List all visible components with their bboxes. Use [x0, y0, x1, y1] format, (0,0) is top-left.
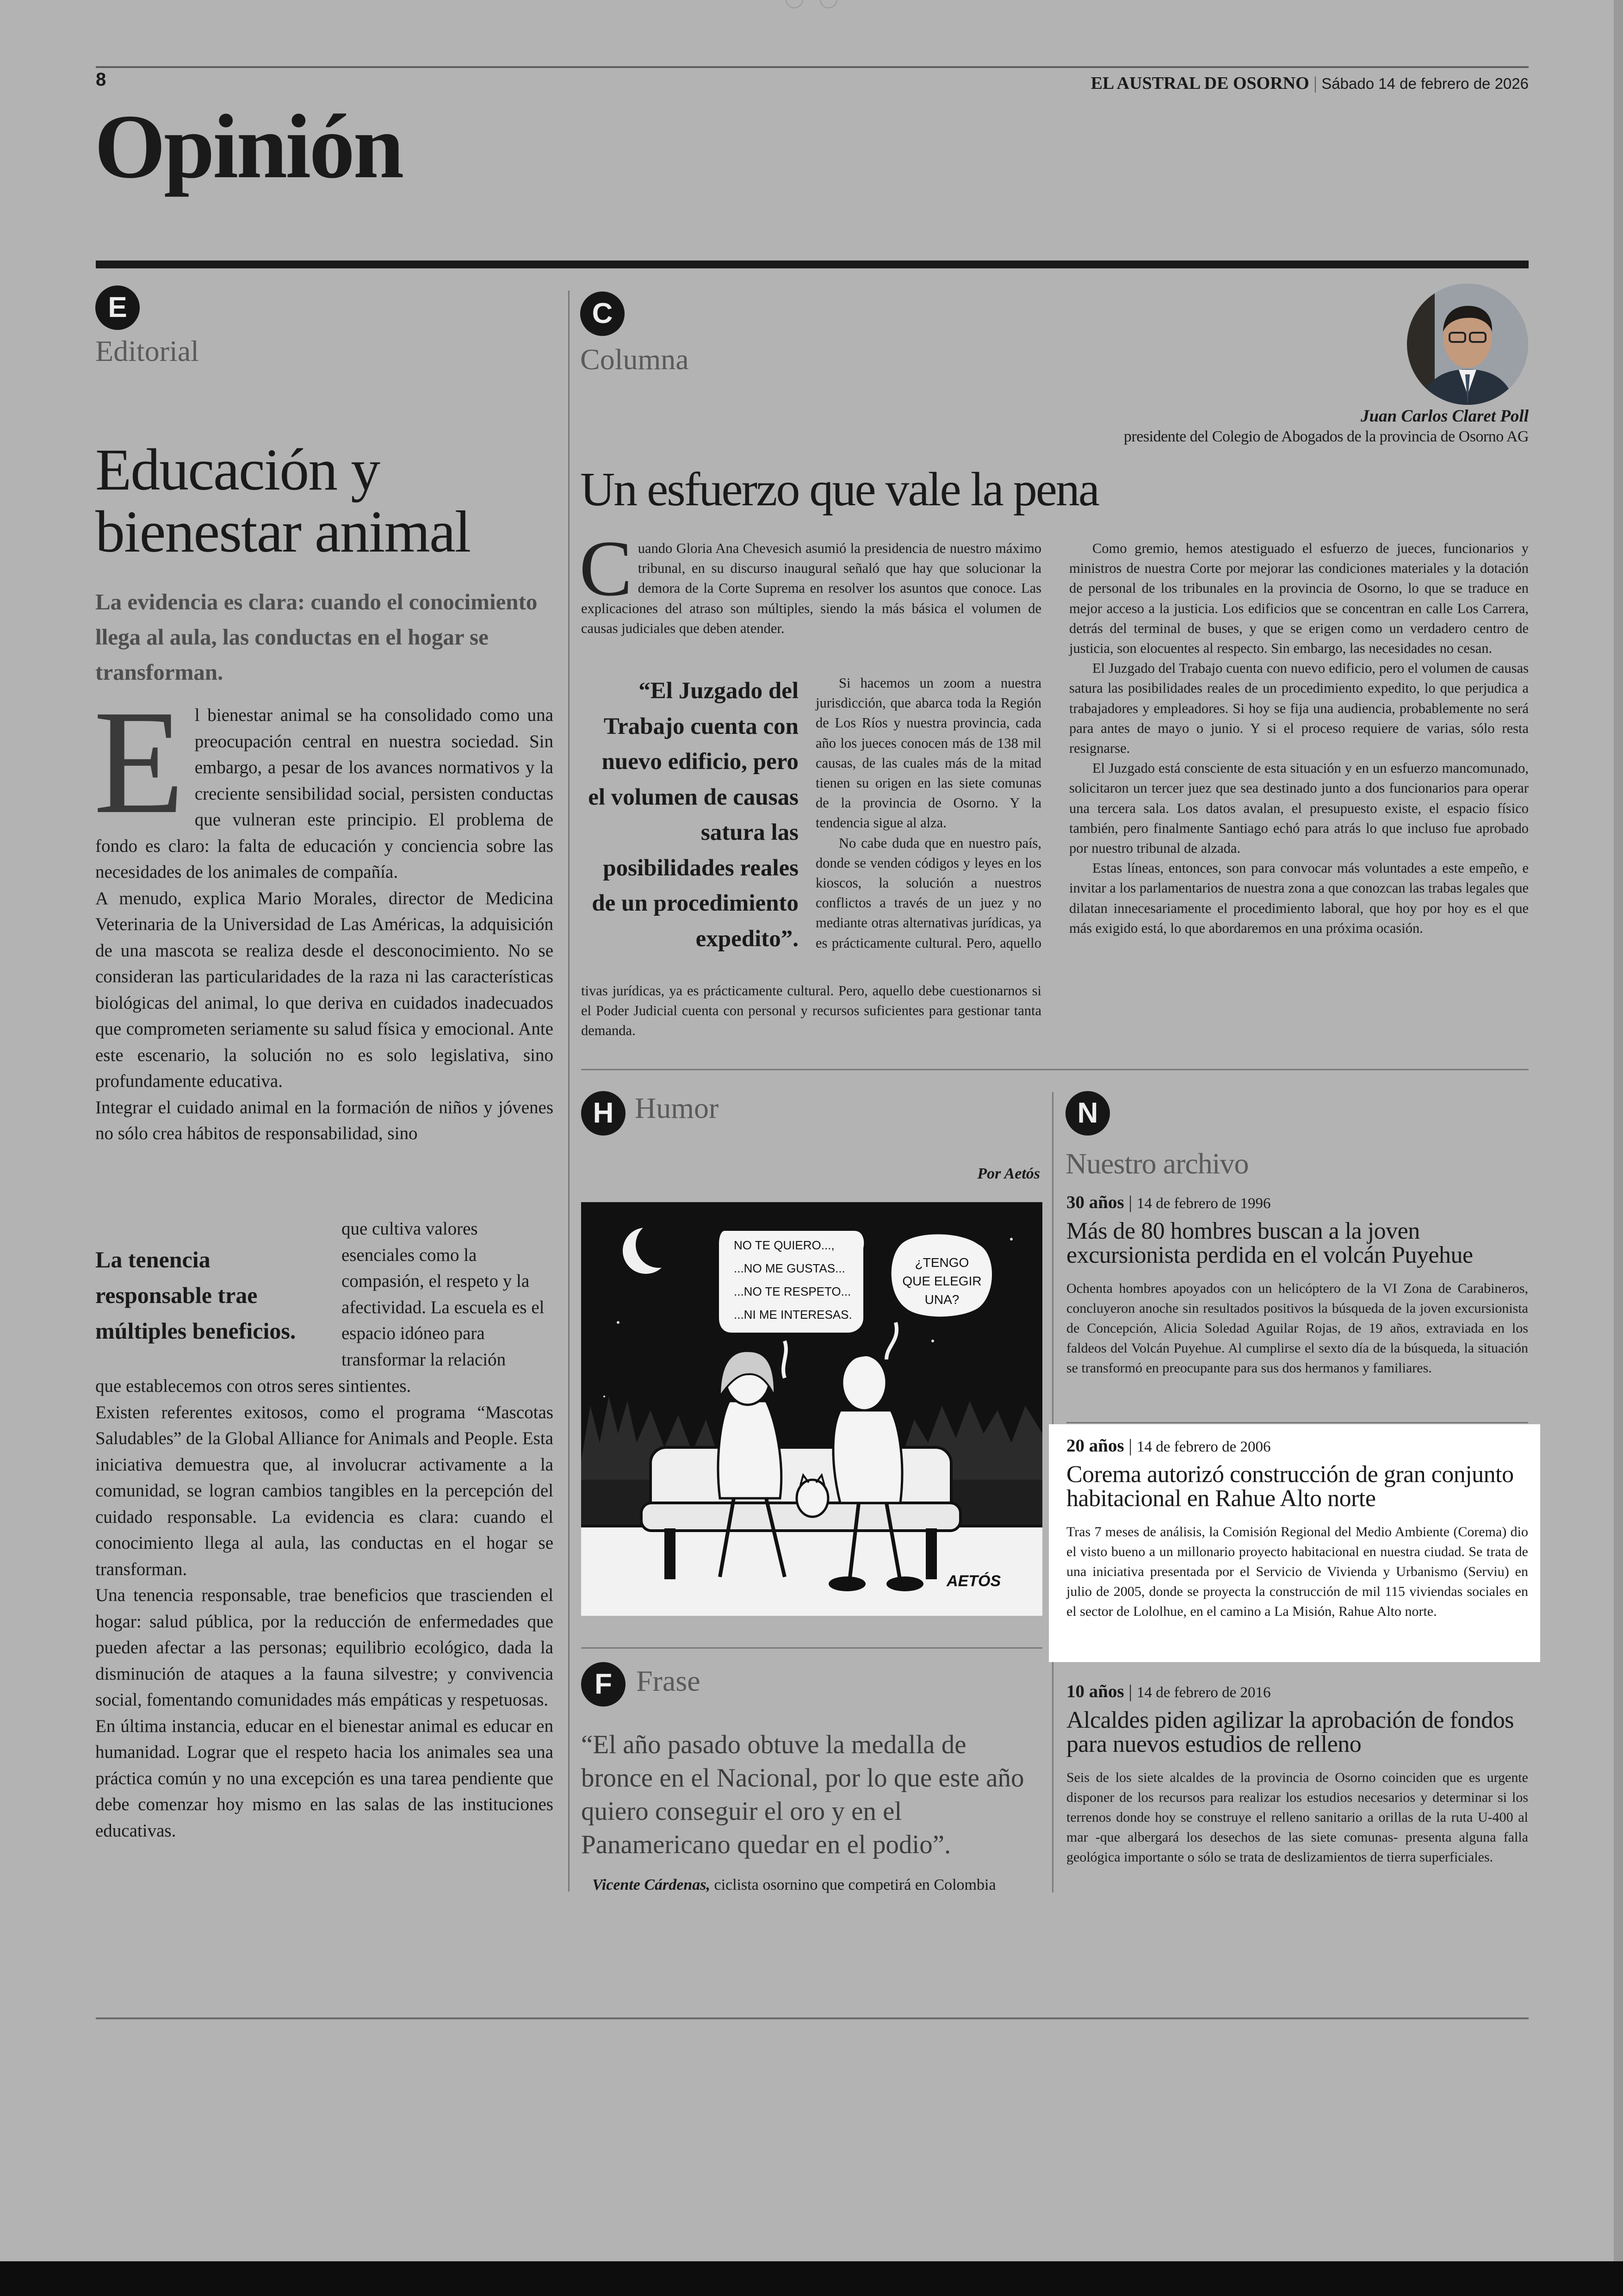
archive-item-3-years: 10 años: [1066, 1682, 1124, 1701]
editorial-paragraph-4: Existen referentes exitosos, como el programa “Mascotas Saludables” de la Global Alliance for Animals and People. Esta iniciativa demuestra que, al involucrar activamente a la comunidad, se logran cambios tangibles en la percepción del cuidado responsable. La evidencia es clara: cuando el conocimiento llega al aula, las conductas en el hogar se transforman.: [95, 1402, 553, 1579]
prev-page-icon[interactable]: [786, 0, 803, 8]
frase-author: Vicente Cárdenas,: [592, 1876, 711, 1893]
frase-badge: F: [581, 1662, 626, 1706]
masthead: EL AUSTRAL DE OSORNO: [1090, 74, 1309, 93]
issue-date: Sábado 14 de febrero de 2026: [1321, 75, 1529, 92]
frase-author-desc: ciclista osornino que competirá en Colombia: [714, 1876, 996, 1893]
editorial-label: Editorial: [95, 335, 199, 367]
archive-item-2-meta: [1066, 1435, 1528, 1456]
archive-item-1-meta: [1066, 1192, 1528, 1213]
archive-item-3-headline: Alcaldes piden agilizar la aprobación de fondos para nuevos estudios de relleno: [1066, 1707, 1514, 1757]
header-bottom-rule: [96, 261, 1529, 268]
column-col2: [1069, 539, 1529, 938]
footer-rule: [96, 2017, 1529, 2019]
column-title: Un esfuerzo que vale la pena: [580, 463, 1099, 516]
bubble-man-line-3: UNA?: [924, 1292, 960, 1307]
page-number: 8: [96, 69, 106, 90]
divider: |: [1128, 1682, 1137, 1701]
archive-item-1-headline: Más de 80 hombres buscan a la joven excursionista perdida en el volcán Puyehue: [1066, 1218, 1473, 1268]
frase-attribution: [592, 1876, 996, 1894]
author-photo: [1407, 284, 1528, 405]
archive-item-3-meta: [1066, 1681, 1528, 1702]
editorial-dropcap: E: [93, 679, 185, 844]
humor-badge: H: [581, 1091, 626, 1136]
column-dropcap: C: [579, 525, 632, 613]
editorial-paragraph-3b: que cultiva valores esenciales como la compasión, el respeto y la afectividad. La escuela es el espacio idóneo para transformar la relación: [341, 1219, 545, 1370]
humor-label: Humor: [635, 1092, 719, 1124]
archive-item-1-date: 14 de febrero de 1996: [1136, 1195, 1271, 1212]
footer-black-bar: [0, 2261, 1623, 2296]
archive-item-3-date: 14 de febrero de 2016: [1136, 1684, 1271, 1701]
divider: |: [1128, 1192, 1137, 1212]
column-col2-paragraph-1: Como gremio, hemos atestiguado el esfuerzo de jueces, funcionarios y ministros de nuestra Corte por mejorar las condiciones materiales y la dotación de personal de los tribunales en la provincia de Osorno, lo que se traduce en mejor acceso a la justicia. Los edificios que se concentran en calle Los Carrera, detrás del terminal de buses, y que se erigen como un verdadero centro de justicia, son elocuentes al respecto. Sin embargo, las necesidades no cesan.: [1069, 540, 1529, 657]
masthead-date: [1091, 73, 1529, 93]
editorial-pullquote: La tenencia responsable trae múltiples beneficios.: [95, 1247, 296, 1344]
editorial-paragraph-3a: Integrar el cuidado animal en la formación de niños y jóvenes no sólo crea hábitos de responsabilidad, sino: [95, 1097, 553, 1143]
column-bottom-rule: [581, 1069, 1529, 1070]
column-label: Columna: [580, 343, 689, 376]
editorial-paragraph-1: l bienestar animal se ha consolidado como una preocupación central en nuestra sociedad. Sin embargo, a pesar de los avances normativos y la creciente sensibilidad social, persisten conductas que vulneran este principio. El problema de fondo es claro: la falta de educación y conciencia sobre las necesidades de los animales de compañía.: [95, 705, 553, 882]
editorial-paragraph-3c: que establecemos con otros seres sintientes.: [95, 1376, 411, 1396]
bubble-woman-line-2: ...NO ME GUSTAS...: [734, 1261, 845, 1275]
bubble-man-line-2: QUE ELEGIR: [902, 1274, 982, 1288]
archive-badge: N: [1065, 1091, 1110, 1136]
editorial-paragraph-6: En última instancia, educar en el bienestar animal es educar en humanidad. Lograr que el respeto hacia los animales sea una práctica común y no una excepción es una tarea pendiente que debe comenzar hoy mismo en las salas de las instituciones educativas.: [95, 1716, 553, 1841]
column-divider-left: [568, 291, 570, 1892]
archive-item-2-years: 20 años: [1066, 1436, 1124, 1456]
humor-credit: Por Aetós: [977, 1165, 1040, 1182]
editorial-body-bottom: [95, 1373, 553, 1844]
frase-label: Frase: [636, 1664, 700, 1697]
editorial-body-top: [93, 679, 553, 1147]
header-top-rule: [96, 66, 1529, 68]
bubble-man-line-1: ¿TENGO: [915, 1255, 969, 1270]
archive-item-1: [1066, 1192, 1528, 1378]
bubble-woman-line-1: NO TE QUIERO...,: [734, 1238, 835, 1252]
page-nav-dots[interactable]: [777, 0, 846, 11]
column-col1-bottom: [581, 981, 1041, 1055]
archive-item-1-body: Ochenta hombres apoyados con un helicóptero de la VI Zona de Carabineros, concluyeron anoche sin resultados positivos la búsqueda de la joven excursionista de Concepción, Alicia Soledad Aguilar Rojas, de 19 años, extraviada en los faldeos del Volcán Puyehue. Al cumplirse el sexto día de la búsqueda, la situación se transformó en preocupante para sus dos hermanos y familiares.: [1066, 1281, 1528, 1376]
column-col1-paragraph-3-end: tivas jurídicas, ya es prácticamente cultural. Pero, aquello debe cuestionarnos si el Poder Judicial cuenta con personal y recursos suficientes para gestionar tanta demanda.: [581, 983, 1041, 1039]
archive-item-1-years: 30 años: [1066, 1192, 1124, 1212]
column-intro: [579, 525, 1041, 639]
archive-divider-1: [1066, 1422, 1528, 1423]
column-pullquote: “El Juzgado del Trabajo cuenta con nuevo edificio, pero el volumen de causas satura las posibilidades reales de un procedimiento expedito”.: [588, 678, 799, 952]
column-col1-paragraph-3: No cabe duda que en nuestro país, donde se venden códigos y leyes en los kioscos, la solución a nuestros conflictos a través de un juez y no mediante otras alternativas jurídicas, ya es prácticamente cultural. Pero, aquello: [816, 835, 1041, 951]
bubble-woman-line-4: ...NI ME INTERESAS.: [734, 1308, 852, 1322]
column-col1-side: [816, 673, 1041, 954]
humor-bottom-rule: [581, 1647, 1042, 1649]
column-author-role: presidente del Colegio de Abogados de la provincia de Osorno AG: [1124, 428, 1529, 445]
column-badge: C: [580, 292, 625, 336]
archive-item-2-date: 14 de febrero de 2006: [1136, 1439, 1271, 1455]
cartoon-signature: AETÓS: [947, 1572, 1001, 1590]
archive-item-2: [1066, 1435, 1528, 1621]
divider: |: [1313, 74, 1322, 93]
cartoon: [581, 1202, 1042, 1616]
column-col2-paragraph-4: Estas líneas, entonces, son para convocar más voluntades a este empeño, e invitar a los parlamentarios de nuestra zona a que conozcan las trabas legales que dilatan innecesariamente el procedimiento laboral, que hoy por hoy es el que más exigido está, lo que abordaremos en una próxima ocasión.: [1069, 860, 1529, 936]
next-page-icon[interactable]: [820, 0, 837, 8]
divider: |: [1128, 1436, 1137, 1456]
column-intro-text: uando Gloria Ana Chevesich asumió la presidencia de nuestro máximo tribunal, en su discurso inaugural señaló que hay que solucionar la demora de la Corte Suprema en resolver los asuntos que conoce. Las explicaciones del atraso son múltiples, siendo la más básica el volumen de causas judiciales que deben atender.: [581, 540, 1041, 636]
bubble-woman-line-3: ...NO TE RESPETO...: [734, 1285, 851, 1298]
frase-quote: “El año pasado obtuve la medalla de bronce en el Nacional, por lo que este año quiero conseguir el oro y en el Panamericano quedar en el podio”.: [581, 1730, 1024, 1859]
column-col2-paragraph-2: El Juzgado del Trabajo cuenta con nuevo edificio, pero el volumen de causas satura las posibilidades reales de un procedimiento expedito, lo que perjudica a trabajadores y empleadores. Si hoy se fija una audiencia, probablemente no será para antes de mayo o junio. Y si el proceso requiere de varias, sólo resta resignarse.: [1069, 660, 1529, 757]
editorial-deck: La evidencia es clara: cuando el conocimiento llega al aula, las conductas en el hogar se transforman.: [95, 589, 538, 685]
column-col2-paragraph-3: El Juzgado está consciente de esta situación y en un esfuerzo mancomunado, solicitaron un tercer juez que sea destinado junto a dos funcionarios para operar una tercera sala. Los datos avalan, el presupuesto existe, el espacio físico también, pero finalmente Santiago echó para atrás lo que incluso fue aprobado por nuestro tribunal de alzada.: [1069, 760, 1529, 856]
editorial-title: Educación y bienestar animal: [95, 437, 471, 565]
column-author: Juan Carlos Claret Poll: [1361, 407, 1529, 426]
editorial-paragraph-5: Una tenencia responsable, trae beneficios que trascienden el hogar: salud pública, por la reducción de enfermedades que pueden afectar a las personas; equilibrio ecológico, dada la disminución de ataques a la fauna silvestre; y convivencia social, fomentando comunidades más empáticas y respetuosas.: [95, 1585, 553, 1710]
editorial-paragraph-2: A menudo, explica Mario Morales, director de Medicina Veterinaria de la Universidad de Las Américas, la adquisición de una mascota se realiza desde el desconocimiento. No se consideran las particularidades de la raza ni las características biológicas del animal, lo que deriva en cuidados inadecuados que comprometen seriamente su salud física y emocional. Ante este escenario, la solución no es solo legislativa, sino profundamente educativa.: [95, 888, 553, 1091]
archive-label: Nuestro archivo: [1065, 1147, 1249, 1180]
archive-item-2-headline: Corema autorizó construcción de gran conjunto habitacional en Rahue Alto norte: [1066, 1461, 1514, 1512]
archive-item-3-body: Seis de los siete alcaldes de la provincia de Osorno coinciden que es urgente disponer de los recursos para realizar los estudios necesarios y determinar si los terrenos donde hoy se construye el relleno sanitario a orillas de la ruta U-400 al mar -que albergará los desechos de las siete comunas- presenta alguna falla geológica importante o sólo se trata de deslizamientos de tierra superficiales.: [1066, 1770, 1528, 1865]
right-edge-shadow: [1614, 0, 1623, 2261]
column-col1-paragraph-2: Si hacemos un zoom a nuestra jurisdicción, que abarca toda la Región de Los Ríos y nuestra provincia, cada año los jueces conocen más de 138 mil causas, de las cuales más de la mitad tienen su origen en las siete comunas de la provincia de Osorno. Y la tendencia sigue al alza.: [816, 675, 1041, 831]
section-title: Opinión: [94, 96, 403, 197]
editorial-badge: E: [95, 285, 140, 330]
archive-item-2-body: Tras 7 meses de análisis, la Comisión Regional del Medio Ambiente (Corema) dio el visto bueno a un millonario proyecto habitacional en nuestra ciudad. Se trata de una iniciativa presentada por el Servicio de Vivienda y Urbanismo (Serviu) en julio de 2005, donde se proyecta la construcción de mil 115 viviendas sociales en el sector de Lololhue, en el camino a La Misión, Rahue Alto norte.: [1066, 1524, 1528, 1619]
archive-item-3: [1066, 1681, 1528, 1867]
